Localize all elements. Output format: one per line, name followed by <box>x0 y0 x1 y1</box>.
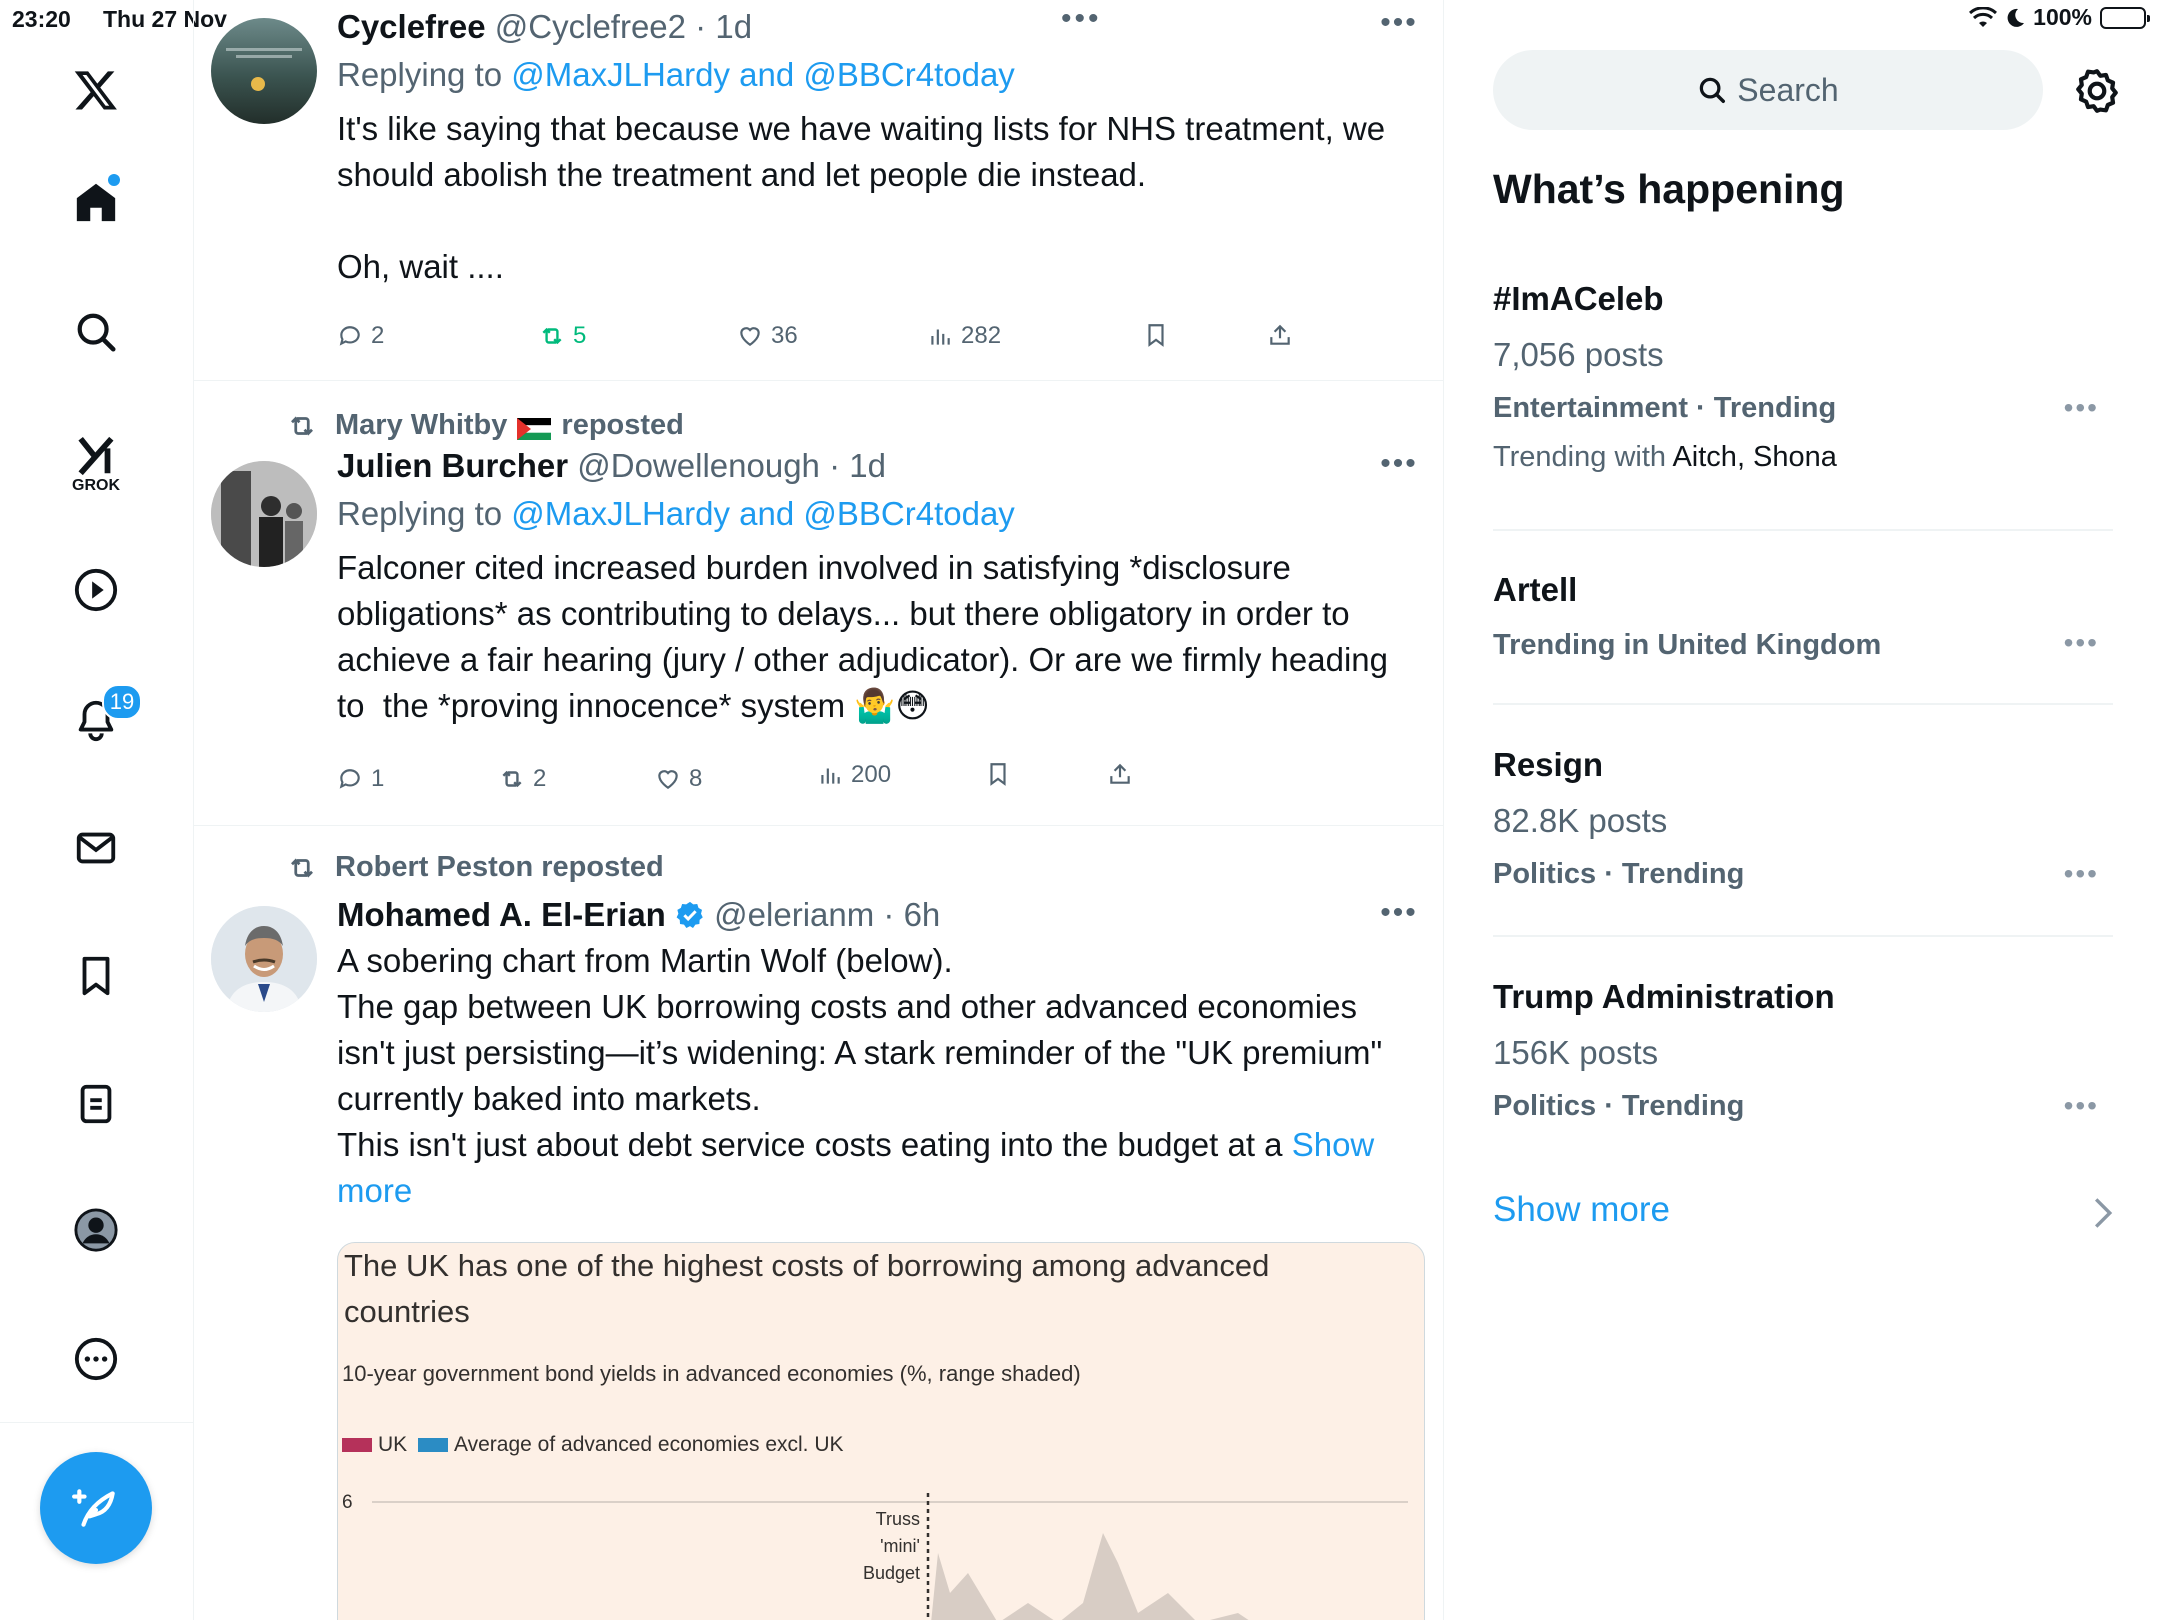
repost-count: 5 <box>573 322 587 349</box>
post-time[interactable]: 1d <box>715 8 753 45</box>
view-count: 282 <box>961 322 1002 349</box>
search-icon[interactable] <box>66 302 126 362</box>
replying-to-link[interactable]: @MaxJLHardy and @BBCr4today <box>511 495 1015 532</box>
moon-icon <box>2005 7 2025 29</box>
annotation-label-2: 'mini' <box>880 1536 920 1556</box>
video-play-icon[interactable] <box>66 560 126 620</box>
show-more-link[interactable]: Show more <box>337 1126 1384 1209</box>
profile-avatar-icon[interactable] <box>66 1200 126 1260</box>
views-chart-icon <box>927 323 953 349</box>
replying-to <box>337 495 1423 533</box>
trend-more-icon[interactable]: ••• <box>2063 858 2099 889</box>
trend-posts: 82.8K posts <box>1493 802 1668 839</box>
wifi-icon <box>1969 7 1997 29</box>
legend-swatch-uk <box>342 1438 372 1452</box>
share-button[interactable] <box>1107 761 1133 787</box>
post-header: Julien Burcher @Dowellenough · 1d <box>337 447 886 484</box>
grok-icon <box>72 433 120 479</box>
author-handle[interactable]: @Dowellenough <box>577 447 820 484</box>
like-button[interactable] <box>655 765 702 793</box>
compose-feather-icon <box>71 1483 121 1533</box>
sidebar-nav <box>0 0 194 1620</box>
lists-icon[interactable] <box>66 1074 126 1134</box>
chart-title: The UK has one of the highest costs of borrowing among advanced countries <box>344 1248 1270 1329</box>
views-chart-icon <box>817 762 843 788</box>
trend-name: Artell <box>1493 571 1578 608</box>
replying-to-link[interactable]: @MaxJLHardy and @BBCr4today <box>511 56 1015 93</box>
trend-name: Trump Administration <box>1493 978 1835 1015</box>
status-time: 23:20 <box>12 6 71 32</box>
post-actions <box>337 322 1337 358</box>
palestine-flag-icon <box>517 415 551 437</box>
repost-button[interactable] <box>499 765 546 793</box>
legend-label-average: Average of advanced economies excl. UK <box>454 1433 844 1456</box>
chart-subtitle: 10-year government bond yields in advanced economies (%, range shaded) <box>342 1361 1081 1386</box>
replying-to <box>337 56 1423 94</box>
trend-more-icon[interactable]: ••• <box>2063 627 2099 658</box>
bookmark-button[interactable] <box>985 761 1011 787</box>
notifications-badge: 19 <box>102 684 142 720</box>
timeline[interactable] <box>193 0 1444 1620</box>
reposted-suffix: reposted <box>561 409 684 441</box>
post-header: Cyclefree @Cyclefree2 · 1d <box>337 8 753 45</box>
trend-name: #ImACeleb <box>1493 280 1664 317</box>
post-time[interactable]: 1d <box>849 447 886 484</box>
annotation-label-1: Truss <box>875 1509 920 1529</box>
post-actions <box>337 761 1337 801</box>
trend-meta: Trending in United Kingdom <box>1493 629 1882 661</box>
post-more-icon[interactable]: ••• <box>1380 447 1418 480</box>
trends-show-more-link[interactable]: Show more <box>1493 1190 1671 1229</box>
repost-button[interactable] <box>539 322 586 350</box>
post-text <box>337 938 1423 1214</box>
repost-icon <box>499 766 525 792</box>
search-placeholder: Search <box>1737 71 1839 108</box>
trend-item[interactable] <box>1493 978 2113 1123</box>
share-icon <box>1107 761 1133 787</box>
status-indicators <box>1969 4 2146 31</box>
search-input[interactable] <box>1493 50 2043 130</box>
chart-image-card[interactable] <box>337 1242 1425 1620</box>
author-handle[interactable]: @elerianm <box>714 896 875 933</box>
author-name[interactable]: Cyclefree <box>337 8 486 45</box>
reposted-by <box>285 851 664 884</box>
heart-icon <box>737 323 763 349</box>
grok-label: GROK <box>72 477 120 494</box>
reply-count: 2 <box>371 322 385 349</box>
post-text: It's like saying that because we have waiting lists for NHS treatment, we should abolish the treatment and let people die instead. Oh, wait .... <box>337 110 1386 285</box>
more-options-icon[interactable] <box>66 1329 126 1389</box>
views-button[interactable] <box>817 761 891 789</box>
reply-button[interactable] <box>337 322 384 350</box>
reply-button[interactable] <box>337 765 384 793</box>
search-icon <box>1697 75 1727 105</box>
trend-item[interactable] <box>1493 280 2113 474</box>
range-shaded-area <box>928 1533 1408 1620</box>
reply-icon <box>337 766 363 792</box>
settings-gear-icon[interactable] <box>2072 66 2122 116</box>
x-logo-icon[interactable] <box>66 60 126 120</box>
post-text: Falconer cited increased burden involved in satisfying *disclosure obligations* as contributing to delays... but there obligatory in order to achieve a fair hearing (jury / other adjudicator). Or are we firmly heading to the *proving innocence* system 🤷‍♂️😳 <box>337 549 1398 724</box>
legend-swatch-average <box>418 1438 448 1452</box>
like-button[interactable] <box>737 322 798 350</box>
whats-happening-title: What’s happening <box>1493 166 1845 212</box>
post-time[interactable]: 6h <box>903 896 941 933</box>
author-handle[interactable]: @Cyclefree2 <box>494 8 687 45</box>
trend-more-icon[interactable]: ••• <box>2063 392 2099 423</box>
repost-count: 2 <box>533 765 547 792</box>
battery-icon <box>2100 7 2146 29</box>
trend-with-prefix: Trending with <box>1493 441 1673 473</box>
status-date: Thu 27 Nov <box>103 6 227 32</box>
chevron-right-icon[interactable] <box>2092 1196 2114 1230</box>
annotation-label-3: Budget <box>862 1563 920 1583</box>
post-mohamed-el-erian[interactable] <box>193 826 1443 1620</box>
trend-meta: Politics · Trending <box>1493 1090 1745 1122</box>
heart-icon <box>655 766 681 792</box>
pull-handle-dots-icon: ••• <box>1061 2 1102 35</box>
trend-more-icon[interactable]: ••• <box>2063 1090 2099 1121</box>
trend-divider <box>1493 935 2113 937</box>
reposted-by <box>285 409 684 442</box>
legend-average <box>418 1433 844 1457</box>
bookmark-button[interactable] <box>1143 322 1169 348</box>
like-count: 8 <box>689 765 703 792</box>
like-count: 36 <box>771 322 798 349</box>
battery-percent: 100% <box>2033 4 2092 30</box>
compose-post-button[interactable] <box>40 1452 152 1564</box>
post-more-icon[interactable]: ••• <box>1380 896 1418 929</box>
trend-posts: 7,056 posts <box>1493 336 1664 373</box>
repost-icon <box>285 853 319 883</box>
replying-prefix: Replying to <box>337 56 512 93</box>
share-button[interactable] <box>1267 322 1293 348</box>
trend-divider <box>1493 529 2113 531</box>
bookmark-icon <box>1143 322 1169 348</box>
bookmark-icon <box>985 761 1011 787</box>
grok-nav-item[interactable] <box>66 426 126 502</box>
trend-posts: 156K posts <box>1493 1034 1659 1071</box>
repost-icon <box>285 411 319 441</box>
legend-uk <box>342 1433 407 1457</box>
y-tick-label: 6 <box>342 1492 353 1513</box>
replying-prefix: Replying to <box>337 495 512 532</box>
avatar-julien-burcher[interactable] <box>211 461 317 567</box>
chart-plot-area <box>338 1473 1424 1620</box>
reposted-by-name[interactable]: Mary Whitby <box>335 409 508 441</box>
author-name[interactable]: Mohamed A. El-Erian <box>337 896 666 933</box>
post-more-icon[interactable]: ••• <box>1380 6 1418 39</box>
bookmarks-icon[interactable] <box>66 946 126 1006</box>
reply-icon <box>337 323 363 349</box>
reply-count: 1 <box>371 765 385 792</box>
home-notification-dot <box>108 174 120 186</box>
trend-name: Resign <box>1493 746 1604 783</box>
post-julien-burcher[interactable] <box>193 381 1443 826</box>
post-cyclefree[interactable] <box>193 0 1443 381</box>
view-count: 200 <box>851 761 892 788</box>
repost-icon <box>539 323 565 349</box>
trend-divider <box>1493 703 2113 705</box>
messages-envelope-icon[interactable] <box>66 818 126 878</box>
author-name[interactable]: Julien Burcher <box>337 447 569 484</box>
post-header: Mohamed A. El-Erian @elerianm · 6h <box>337 896 941 933</box>
reposted-by-name[interactable]: Robert Peston reposted <box>335 851 664 883</box>
verified-badge-icon <box>675 900 705 930</box>
post-text-body: A sobering chart from Martin Wolf (below). The gap between UK borrowing costs and other advanced economies isn't just persisting—it’s widening: A stark reminder of the "UK premium" currently baked into markets. This isn't just about debt service costs eating into the budget at a <box>337 942 1383 1163</box>
avatar-mohamed-el-erian[interactable] <box>211 906 317 1012</box>
trend-item[interactable] <box>1493 571 2113 662</box>
legend-label-uk: UK <box>378 1433 408 1456</box>
share-icon <box>1267 322 1293 348</box>
trend-with-names: Aitch, Shona <box>1672 441 1837 473</box>
avatar-cyclefree[interactable] <box>211 18 317 124</box>
trend-meta: Politics · Trending <box>1493 858 1745 890</box>
trend-item[interactable] <box>1493 746 2113 891</box>
sidebar-divider <box>0 1422 193 1423</box>
views-button[interactable] <box>927 322 1001 350</box>
trend-with <box>1493 441 2113 474</box>
trend-meta: Entertainment · Trending <box>1493 392 1837 424</box>
